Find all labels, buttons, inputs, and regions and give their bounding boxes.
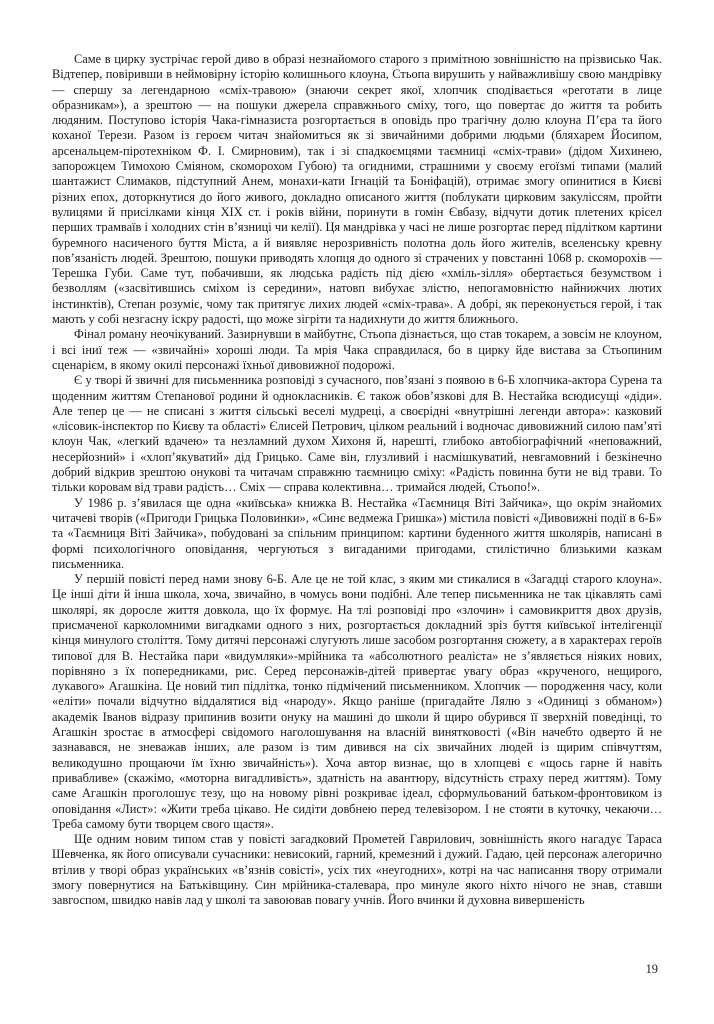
paragraph: Фінал роману неочікуваний. Зазирнувши в майбутнє, Стьопа дізнається, що став токарем, а зовсім не клоуном, і всі іниї теж — «звичайні» хороші люди. Та мрія Чака справдилася, бо в цирку йде вистава за Стьопиним сценарієм, в якому окилі персонажі їхньої дивовижної подорожі. (52, 327, 662, 372)
paragraph: Є у творі й звичні для письменника розповіді з сучасного, пов’язані з появою в 6-Б хлопчика-актора Сурена та щоденним життям Степанової родини й однокласників. Є також обов’язкові для В. Нестайка всюдисущі «діди». Але тепер це — не списані з життя сільські веселі мудреці, а своєрідні «внутрішні легенди автора»: казковий «лісовик-інспектор по Києву та області» Єлисей Петрович, цілком реальний і водночас дивовижний силою пам’яті клоун Чак, «легкий вдачею» та незламний духом Хихоня й, нарешті, глибоко автобіографічний «неповажний, несерйозний» і «хлоп’якуватий» дід Грицько. Саме він, глузливий і насмішкуватий, невгамовний і безкінечно добрий відкрив зрештою онукові та читачам справжню таємницю сміху: «Радість повинна бути не від трави. То тільки коровам від трави радість… Сміх — справа колективна… тримайся людей, Стьопо!». (52, 373, 662, 495)
paragraph: Ще одним новим типом став у повісті загадковий Прометей Гаврилович, зовнішність якого нагадує Тараса Шевченка, як його описували сучасники: невисокий, гарний, кремезний і дужий. Гадаю, цей персонаж алегорично втілив у творі образ українських «в’язнів совісті», усіх тих «неугодних», котрі на час написання твору отримали змогу повернутися на Батьківщину. Син мрійника-сталевара, про минуле якого ніхто нічого не знав, ставши завгоспом, швидко навів лад у школі та завоював повагу учнів. Його вчинки й духовна вивершеність (52, 832, 662, 908)
page-number: 19 (645, 962, 658, 976)
page-text (52, 52, 662, 909)
paragraph: У першій повісті перед нами знову 6-Б. Але це не той клас, з яким ми стикалися в «Загадці старого клоуна». Це інші діти й інша школа, хоча, звичайно, в чомусь вони подібні. Але тепер письменника не так цікавлять самі школярі, як доросле життя довкола, що їх формує. На тлі розповіді про «злочин» і самовикриття двох друзів, присмаченої карколомними вигадками одного з них, розгортається докладний зріз буття київської інтелігенції кінця минулого століття. Тому дитячі персонажі слугують лише засобом розгортання сюжету, а в характерах героїв типової для В. Нестайка пари «видумляки»-мрійника та «абсолютного реаліста» не з’являється ніяких нових, порівняно з їх попередниками, рис. Серед персонажів-дітей привертає увагу образ «крученого, нещирого, лукавого» Агашкіна. Це новий тип підлітка, тонко підмічений письменником. Хлопчик — породження часу, коли «еліти» почали відчутно віддалятися від «народу». Якщо раніше (пригадайте Лялю з «Одиниці з обманом») академік Іванов відразу припинив возити онуку на машині до школи й щиро обурився її зверхній поведінці, то Агашкін зростає в атмосфері свідомого наголошування на власній винятковості («Він начебто одверто й не зазнавався, не зневажав інших, але разом із тим дивився на сіх звичайних людей із щирим співчуттям, великодушно прощаючи їм їхню звичайність»). Хоча автор визнає, що в хлопцеві є «щось гарне й навіть привабливе» (скажімо, «моторна вигадливість», здатність на авантюру, відсутність страху перед життям). Тому саме Агашкін проголошує тезу, що на новому рівні розкриває ідеал, сформульований батьком-фронтовиком із оповідання «Лист»: «Жити треба цікаво. Не сидіти довбнею перед телевізором. І не стояти в куточку, чекаючи… Треба самому бути творцем свого щастя». (52, 572, 662, 831)
paragraph: Саме в цирку зустрічає герой диво в образі незнайомого старого з примітною зовнішністю на прізвисько Чак. Відтепер, повіривши в неймовірну історію колишнього клоуна, Стьопа вирушить у найважливішу свою мандрівку — спершу за легендарною «сміх-травою» (знаючи секрет якої, хлопчик сподівається «реготати в лице образникам»), а зрештою — на пошуки джерела справжнього сміху, того, що повертає до життя та робить людяним. Поступово історія Чака-гімназиста розгортається в оповідь про трагічну долю клоуна П’єра та його коханої Терези. Разом із героєм читач знайомиться як зі звичайними добрими людьми (бляхарем Йосипом, арсенальцем-піротехніком Ф. І. Смирновим), так і зі спадкоємцями таємниці «сміх-трави» (дідом Хихинею, запорожцем Тимохою Сміяном, скоморохом Губою) та огидними, страшними у своєму егоїзмі типами (малий шантажист Слимаков, підступний Анем, монахи-кати Ігнацій та Боніфацій), отримає змогу опинитися в Києві різних епох, доторкнутися до його живого, докладно описаного життя (поблукати цирковим закуліссям, пройти вулицями й присілками кінця ХІХ ст. і років війни, поринути в гомін Євбазу, відчути дотик плетених крісел перших трамваїв і холодних стін в’язниці чи келії). Ця мандрівка у часі не лише розгортає перед підлітком картини буремного насиченого буття Міста, а й виявляє нерозривність полотна доль його жителів, вселенську кревну пов’язаність людей. Зрештою, пошуки приводять хлопця до одного зі страчених у повстанні 1068 р. скоморохів — Терешка Губи. Саме тут, побачивши, як людська радість під дією «хміль-зілля» обертається безумством і безволлям («засвітившись сміхом із середини», натовп вибухає злістю, непогамовністю найнижчих лютих інстинктів), Степан розуміє, чому так притягує лихих людей «сміх-трава». А добрі, як переконується герой, і так мають у собі незгасну іскру радості, що може зігріти та надихнути до життя ближнього. (52, 52, 662, 327)
paragraph: У 1986 р. з’явилася ще одна «київська» книжка В. Нестайка «Таємниця Віті Зайчика», що окрім знайомих читачеві творів («Пригоди Грицька Половинки», «Синє ведмежа Гришка») містила повісті «Дивовижні події в 6-Б» та «Таємниця Віті Зайчика», побудовані за спільним принципом: картини буденного життя школярів, написані в формі психологічного оповідання, чергуються з вигаданими пригодами, стилістично близькими казкам письменника. (52, 495, 662, 571)
